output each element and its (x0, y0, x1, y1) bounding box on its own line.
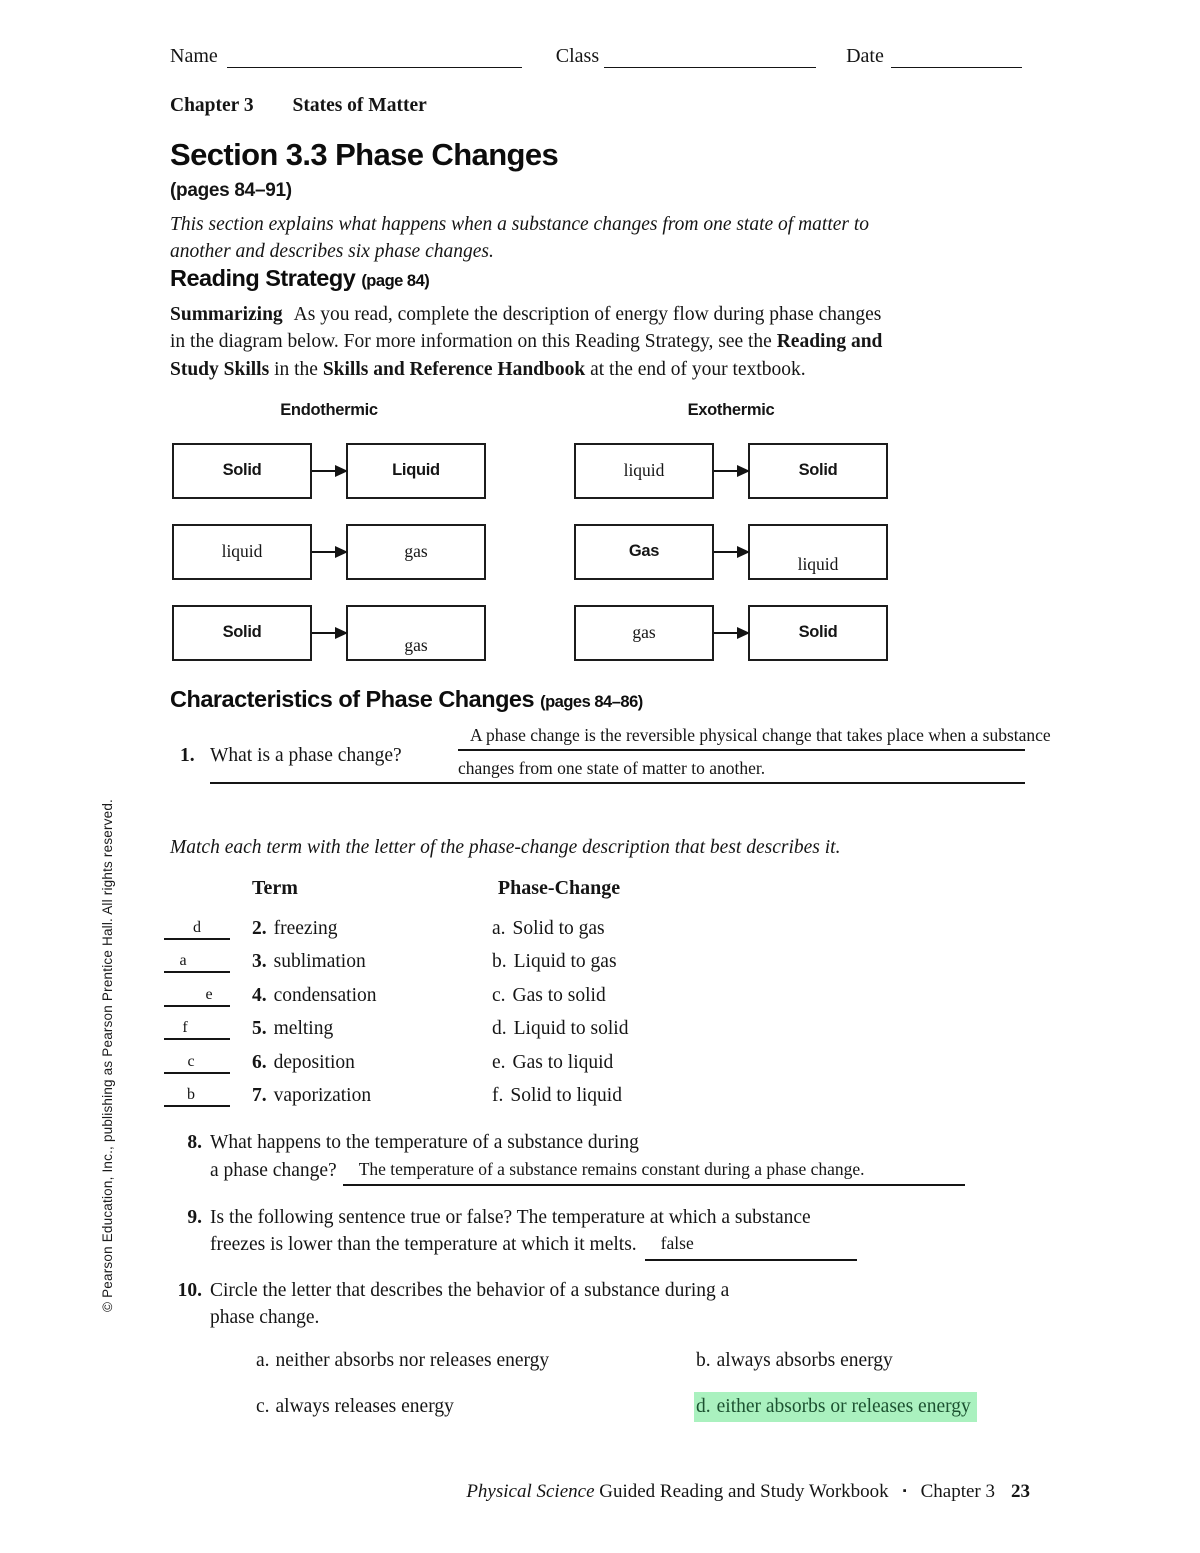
option-letter: b. (696, 1350, 711, 1372)
book-title-italic: Physical Science (466, 1481, 595, 1502)
reading-strategy-pages: (page 84) (361, 272, 430, 291)
chapter-title: States of Matter (292, 95, 427, 116)
phase-box-answer-label: gas (404, 541, 428, 562)
question-text: What is a phase change? (210, 744, 402, 766)
phase-box-solid (748, 605, 888, 661)
term-item (252, 1018, 492, 1040)
match-row (170, 1074, 1032, 1108)
option-letter: c. (256, 1395, 270, 1417)
endothermic-row-1 (172, 443, 486, 499)
section-intro: This section explains what happens when a substance changes from one state of matter to another and describes six phase changes. (170, 214, 870, 262)
match-answer-blank[interactable] (164, 1050, 230, 1074)
phase-box-answer-label: gas (404, 634, 428, 655)
question-text-line-1: Circle the letter that describes the behavior of a substance during a (210, 1279, 730, 1301)
term-item (252, 985, 492, 1007)
arrow-right-icon (312, 470, 346, 472)
answer-letter: c (187, 1052, 195, 1070)
question-number: 1. (180, 744, 195, 766)
arrow-right-icon (312, 632, 346, 634)
phase-box-answer-label: liquid (797, 553, 839, 574)
phase-box-answer[interactable] (346, 524, 486, 580)
phase-box-answer[interactable] (346, 605, 486, 661)
name-class-date-row (170, 44, 1032, 68)
description-label: Solid to liquid (510, 1085, 622, 1107)
question-1 (170, 721, 1051, 813)
section-pages: (pages 84–91) (170, 180, 292, 201)
question-8 (170, 1129, 1032, 1186)
endothermic-row-2 (172, 524, 486, 580)
term-number: 7. (252, 1085, 267, 1107)
phase-box-label: Solid (222, 461, 262, 480)
endothermic-column (172, 401, 486, 686)
option-b[interactable] (694, 1346, 899, 1376)
option-d-selected[interactable] (694, 1392, 977, 1422)
question-number: 10. (177, 1279, 202, 1301)
question-10 (170, 1277, 1032, 1422)
reading-strategy-title: Reading Strategy (170, 265, 356, 292)
term-label: condensation (273, 984, 377, 1006)
phase-box-answer[interactable] (748, 524, 888, 580)
term-label: melting (273, 1018, 334, 1040)
option-label: either absorbs or releases energy (716, 1395, 971, 1417)
description-letter: f. (492, 1085, 504, 1107)
phase-box-answer[interactable] (172, 524, 312, 580)
description-label: Liquid to gas (513, 951, 617, 973)
reading-strategy-paragraph (170, 301, 892, 383)
question-text-line-1: What happens to the temperature of a substance during (210, 1132, 639, 1154)
arrow-right-icon (714, 470, 748, 472)
question-9 (170, 1204, 1032, 1261)
matching-headers (170, 877, 1032, 900)
rs-bold-2: Skills and Reference Handbook (322, 358, 586, 380)
term-number: 2. (252, 917, 267, 939)
term-label: vaporization (273, 1085, 372, 1107)
characteristics-title: Characteristics of Phase Changes (170, 685, 535, 712)
term-item (252, 1052, 492, 1074)
phase-box-label: Gas (628, 542, 660, 561)
copyright-notice: © Pearson Education, Inc., publishing as Pearson Prentice Hall. All rights reserved. (100, 798, 115, 1312)
option-label: always releases energy (275, 1395, 454, 1417)
description-letter: a. (492, 917, 506, 939)
date-label: Date (846, 45, 884, 67)
answer-line[interactable] (645, 1231, 857, 1260)
phase-box-answer[interactable] (574, 605, 714, 661)
chapter-row (170, 95, 1032, 117)
phase-box-label: Solid (798, 623, 838, 642)
name-input-line[interactable] (227, 44, 522, 68)
matching-instruction: Match each term with the letter of the phase-change description that best describes it. (170, 836, 841, 858)
option-label: neither absorbs nor releases energy (275, 1350, 550, 1372)
answer-letter: d (193, 918, 201, 936)
endothermic-title: Endothermic (280, 400, 378, 419)
matching-rows (170, 906, 1032, 1107)
answer-line-1[interactable] (458, 723, 1051, 751)
answer-text: A phase change is the reversible physical change that takes place when a substance (470, 724, 1051, 745)
question-text: freezes is lower than the temperature at which it melts. (210, 1234, 637, 1256)
answer-text: false (660, 1233, 694, 1254)
options-grid (254, 1346, 1032, 1422)
term-label: freezing (273, 917, 338, 939)
chapter-number: Chapter 3 (170, 95, 254, 116)
description-item (492, 1052, 613, 1074)
term-label: deposition (273, 1051, 355, 1073)
description-letter: c. (492, 984, 506, 1006)
match-row (170, 940, 1032, 974)
phase-box-solid (172, 605, 312, 661)
rs-text-2: in the (269, 358, 323, 380)
description-label: Liquid to solid (513, 1018, 629, 1040)
exothermic-row-2 (574, 524, 888, 580)
exothermic-title: Exothermic (687, 400, 775, 419)
answer-text: changes from one state of matter to another. (458, 757, 766, 778)
description-label: Gas to liquid (512, 1051, 614, 1073)
description-letter: e. (492, 1051, 506, 1073)
term-label: sublimation (273, 951, 366, 973)
answer-line[interactable] (343, 1157, 965, 1186)
match-row (170, 1040, 1032, 1074)
question-text-line-1: Is the following sentence true or false? The temperature at which a substance (210, 1207, 811, 1229)
option-letter: d. (696, 1395, 711, 1417)
option-label: always absorbs energy (716, 1350, 893, 1372)
description-item (492, 918, 605, 940)
match-row (170, 1007, 1032, 1041)
phase-box-solid (172, 443, 312, 499)
arrow-right-icon (714, 632, 748, 634)
phase-box-answer-label: gas (632, 622, 656, 643)
rs-text-1: As you read, complete the description of energy flow during phase changes in the diagram below. For more information on this Reading Strategy, see the (170, 304, 882, 353)
phase-box-gas (574, 524, 714, 580)
description-item (492, 951, 617, 973)
term-number: 5. (252, 1018, 267, 1040)
answer-letter: b (187, 1086, 195, 1104)
phase-box-label: Solid (798, 461, 838, 480)
description-letter: b. (492, 951, 507, 973)
answer-line-2[interactable] (210, 755, 1025, 784)
exothermic-column (574, 401, 888, 686)
page-footer (466, 1481, 1030, 1503)
exothermic-row-1 (574, 443, 888, 499)
answer-letter: f (182, 1019, 188, 1037)
phase-box-answer-label: liquid (221, 541, 263, 562)
reading-strategy-heading (170, 265, 1032, 292)
option-a[interactable] (254, 1346, 555, 1376)
book-title-rest: Guided Reading and Study Workbook (594, 1481, 889, 1502)
term-item (252, 1085, 492, 1107)
arrow-right-icon (714, 551, 748, 553)
phase-box-liquid (346, 443, 486, 499)
question-text-line-2: phase change. (210, 1306, 320, 1328)
energy-flow-diagram (170, 401, 1032, 686)
option-c[interactable] (254, 1392, 460, 1422)
section-title: Section 3.3 Phase Changes (170, 137, 559, 172)
match-answer-blank[interactable] (164, 983, 230, 1007)
class-label: Class (555, 45, 600, 67)
footer-chapter: Chapter 3 (920, 1481, 995, 1502)
rs-bold-1: Reading and Study Skills (170, 331, 883, 380)
exothermic-row-3 (574, 605, 888, 661)
footer-bullet-icon: ▪ (902, 1485, 907, 1497)
match-row (170, 906, 1032, 940)
question-text: a phase change? (210, 1159, 337, 1181)
phase-box-label: Liquid (392, 461, 440, 480)
endothermic-row-3 (172, 605, 486, 661)
characteristics-heading (170, 686, 1032, 713)
description-label: Gas to solid (512, 984, 606, 1006)
question-number: 9. (187, 1207, 202, 1229)
question-number: 8. (187, 1132, 202, 1154)
phase-box-answer[interactable] (574, 443, 714, 499)
rs-text-3: at the end of your textbook. (585, 358, 806, 380)
term-number: 4. (252, 984, 267, 1006)
phase-change-column-header: Phase-Change (497, 877, 621, 900)
match-answer-blank[interactable] (164, 949, 230, 973)
arrow-right-icon (312, 551, 346, 553)
answer-letter: a (179, 952, 187, 970)
date-input-line[interactable] (891, 44, 1022, 68)
term-number: 6. (252, 1051, 267, 1073)
question-text-line-2 (210, 1157, 1032, 1186)
question-text-line-2 (210, 1231, 1032, 1260)
answer-letter: e (205, 985, 213, 1003)
summarizing-label: Summarizing (170, 304, 283, 326)
characteristics-pages: (pages 84–86) (540, 692, 643, 711)
term-item (252, 918, 492, 940)
match-row (170, 973, 1032, 1007)
description-item (492, 1085, 622, 1107)
name-label: Name (170, 45, 218, 67)
option-letter: a. (256, 1350, 270, 1372)
term-number: 3. (252, 951, 267, 973)
term-item (252, 951, 492, 973)
description-item (492, 1018, 628, 1040)
phase-box-answer-label: liquid (623, 460, 665, 481)
description-letter: d. (492, 1018, 507, 1040)
phase-box-label: Solid (222, 623, 262, 642)
match-answer-blank[interactable] (164, 916, 230, 940)
answer-text: The temperature of a substance remains constant during a phase change. (358, 1158, 865, 1179)
class-input-line[interactable] (604, 44, 816, 68)
term-column-header: Term (252, 877, 298, 900)
description-item (492, 985, 606, 1007)
description-label: Solid to gas (512, 917, 605, 939)
match-answer-blank[interactable] (164, 1016, 230, 1040)
match-answer-blank[interactable] (164, 1083, 230, 1107)
page-number: 23 (1011, 1481, 1030, 1502)
phase-box-solid (748, 443, 888, 499)
